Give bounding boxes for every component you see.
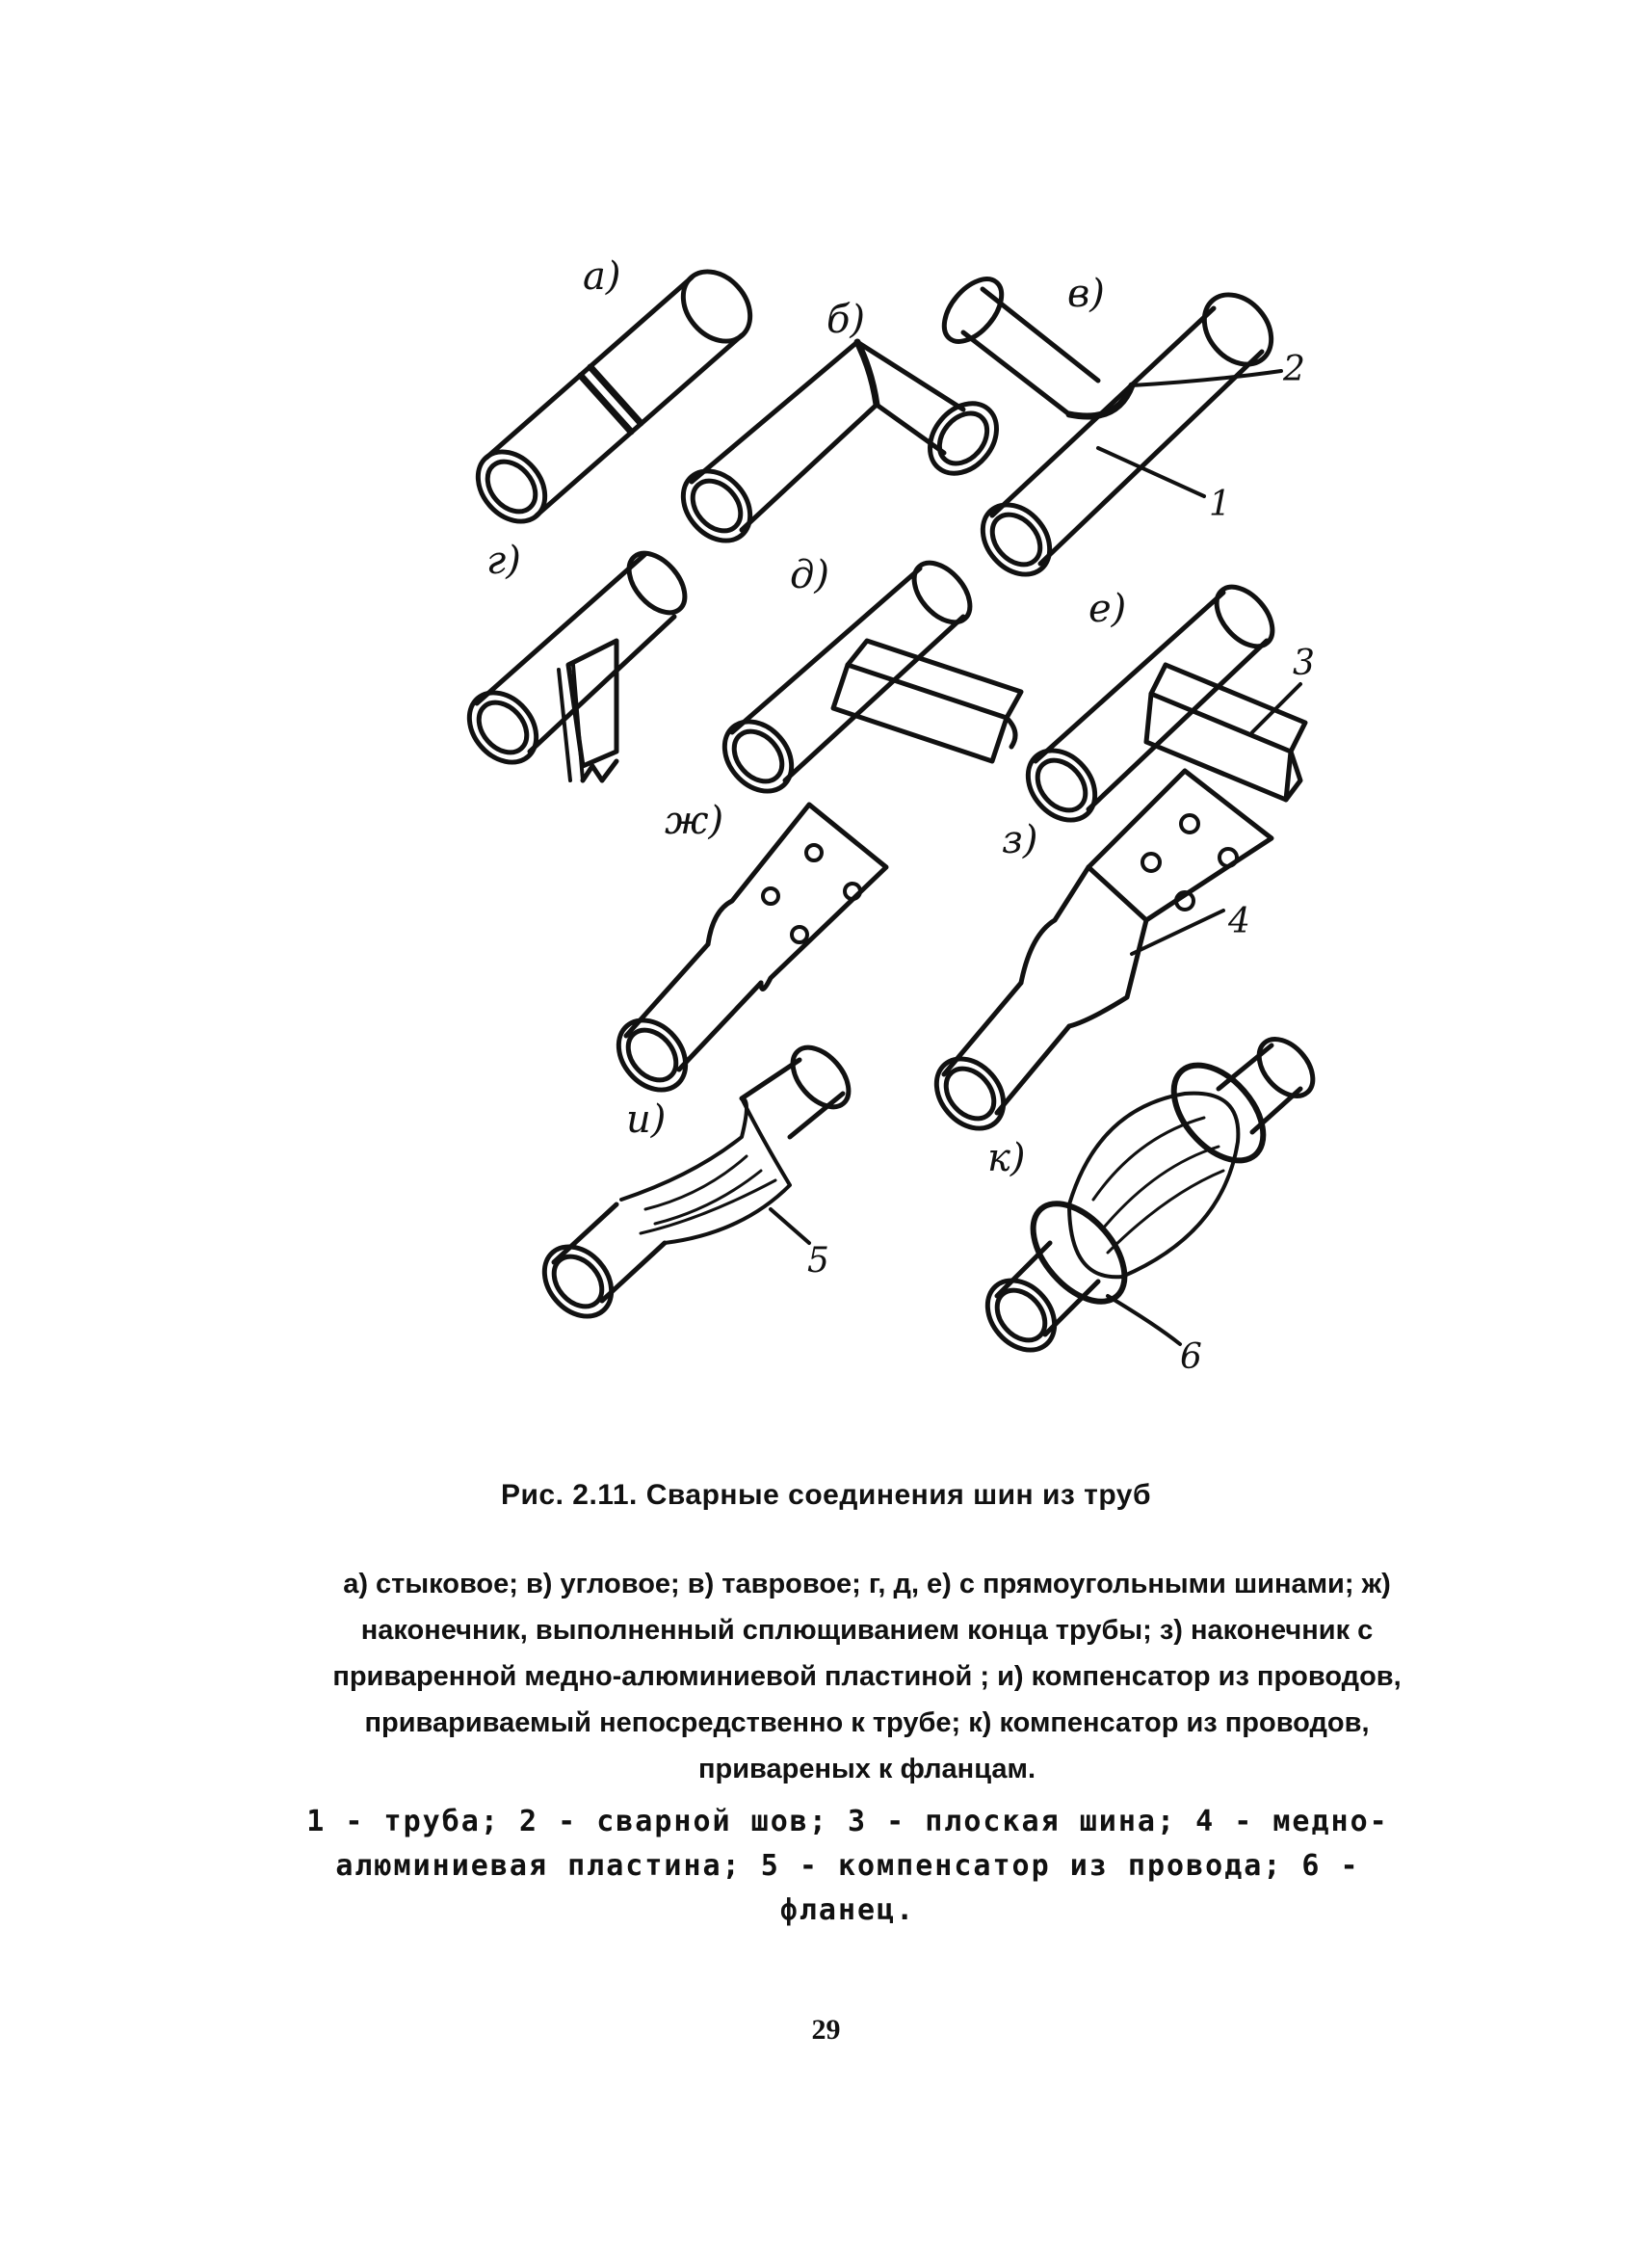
callout-3: 3 (1293, 644, 1315, 683)
callout-6: 6 (1180, 1337, 1202, 1377)
callout-4: 4 (1228, 902, 1250, 941)
panel-label-d: д) (790, 553, 829, 597)
panel-label-v: в) (1067, 272, 1105, 316)
callout-1: 1 (1209, 485, 1231, 524)
panel-label-zh: ж) (665, 799, 724, 843)
butt-joint-drawing (464, 258, 764, 535)
figure-caption-title: Рис. 2.11. Сварные соединения шин из труб (500, 1479, 1151, 1511)
figure-legend: 1 - труба; 2 - сварной шов; 3 - плоская шина; 4 - медно-алюминиевая пластина; 5 - компенсатор из провода; 6 - фланец. (306, 1805, 1389, 1927)
flattened-terminal-drawing (605, 805, 886, 1103)
panel-label-k: к) (987, 1136, 1026, 1180)
panel-label-e: е) (1088, 587, 1127, 631)
page-number: 29 (811, 2014, 841, 2046)
panel-label-b: б) (826, 298, 866, 342)
panel-label-a: а) (583, 254, 621, 299)
panel-label-i: и) (626, 1097, 667, 1142)
corner-joint-drawing (669, 342, 1010, 554)
rect-bus-joint-d-drawing (711, 552, 1021, 804)
panel-label-z: з) (1002, 818, 1038, 862)
panel-label-g: г) (486, 539, 521, 583)
callout-5: 5 (807, 1241, 829, 1281)
callout-2: 2 (1283, 350, 1305, 389)
wire-compensator-drawing (531, 1037, 859, 1329)
figure-caption-description: а) стыковое; в) угловое; в) тавровое; г, д, е) с прямоугольными шинами; ж) наконечник, выполненный сплющиванием конца трубы; з) наконечник с приваренной медно-алюминиевой пластиной ; и) компенсатор из проводов, привариваемый непосредственно к трубе; к) компенсатор из проводов, привареных к фланцам. (332, 1569, 1402, 1784)
